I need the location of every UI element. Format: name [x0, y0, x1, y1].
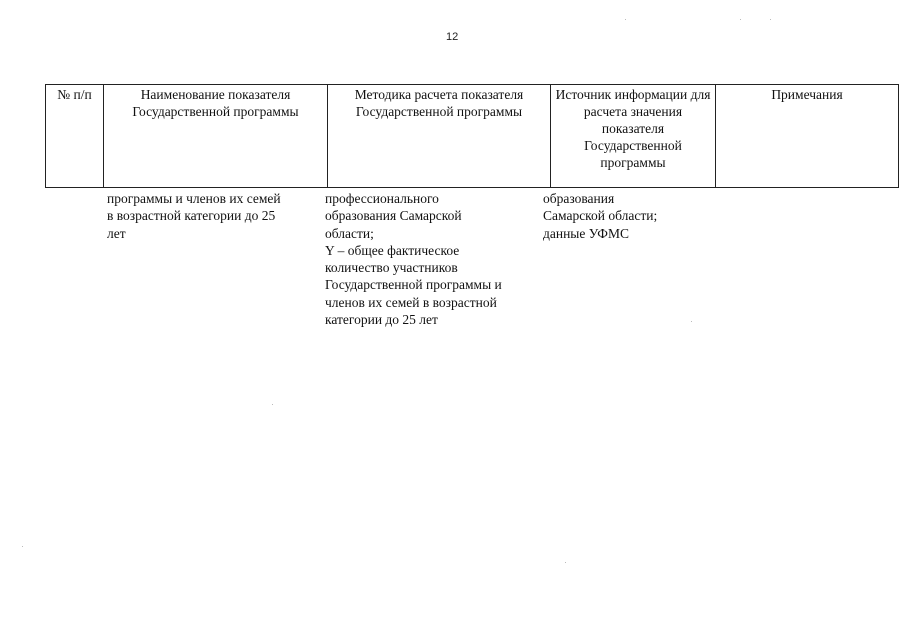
- header-cell-information-source: Источник информации для расчета значения показателя Государственной программы: [551, 85, 716, 188]
- table-header-row: [46, 85, 899, 188]
- continuation-calculation-method: профессионального образования Самарской области; Y – общее фактическое количество участников Государственной программы и членов их семей в возрастной категории до 25 лет: [325, 191, 502, 328]
- scan-speck: [770, 19, 771, 20]
- header-cell-number: № п/п: [46, 85, 104, 188]
- page-number: 12: [446, 31, 459, 43]
- scan-speck: [625, 19, 626, 20]
- header-cell-indicator-name: Наименование показателя Государственной программы: [104, 85, 328, 188]
- scan-speck: [22, 546, 23, 547]
- continuation-indicator-name: программы и членов их семей в возрастной категории до 25 лет: [107, 191, 281, 241]
- scan-speck: [691, 321, 692, 322]
- header-cell-calculation-method: Методика расчета показателя Государственной программы: [328, 85, 551, 188]
- indicator-table-header: [45, 84, 899, 188]
- scan-speck: [740, 19, 741, 20]
- continuation-information-source: образования Самарской области; данные УФМС: [543, 191, 658, 241]
- header-cell-notes: Примечания: [716, 85, 899, 188]
- scan-speck: [565, 562, 566, 563]
- scan-speck: [272, 404, 273, 405]
